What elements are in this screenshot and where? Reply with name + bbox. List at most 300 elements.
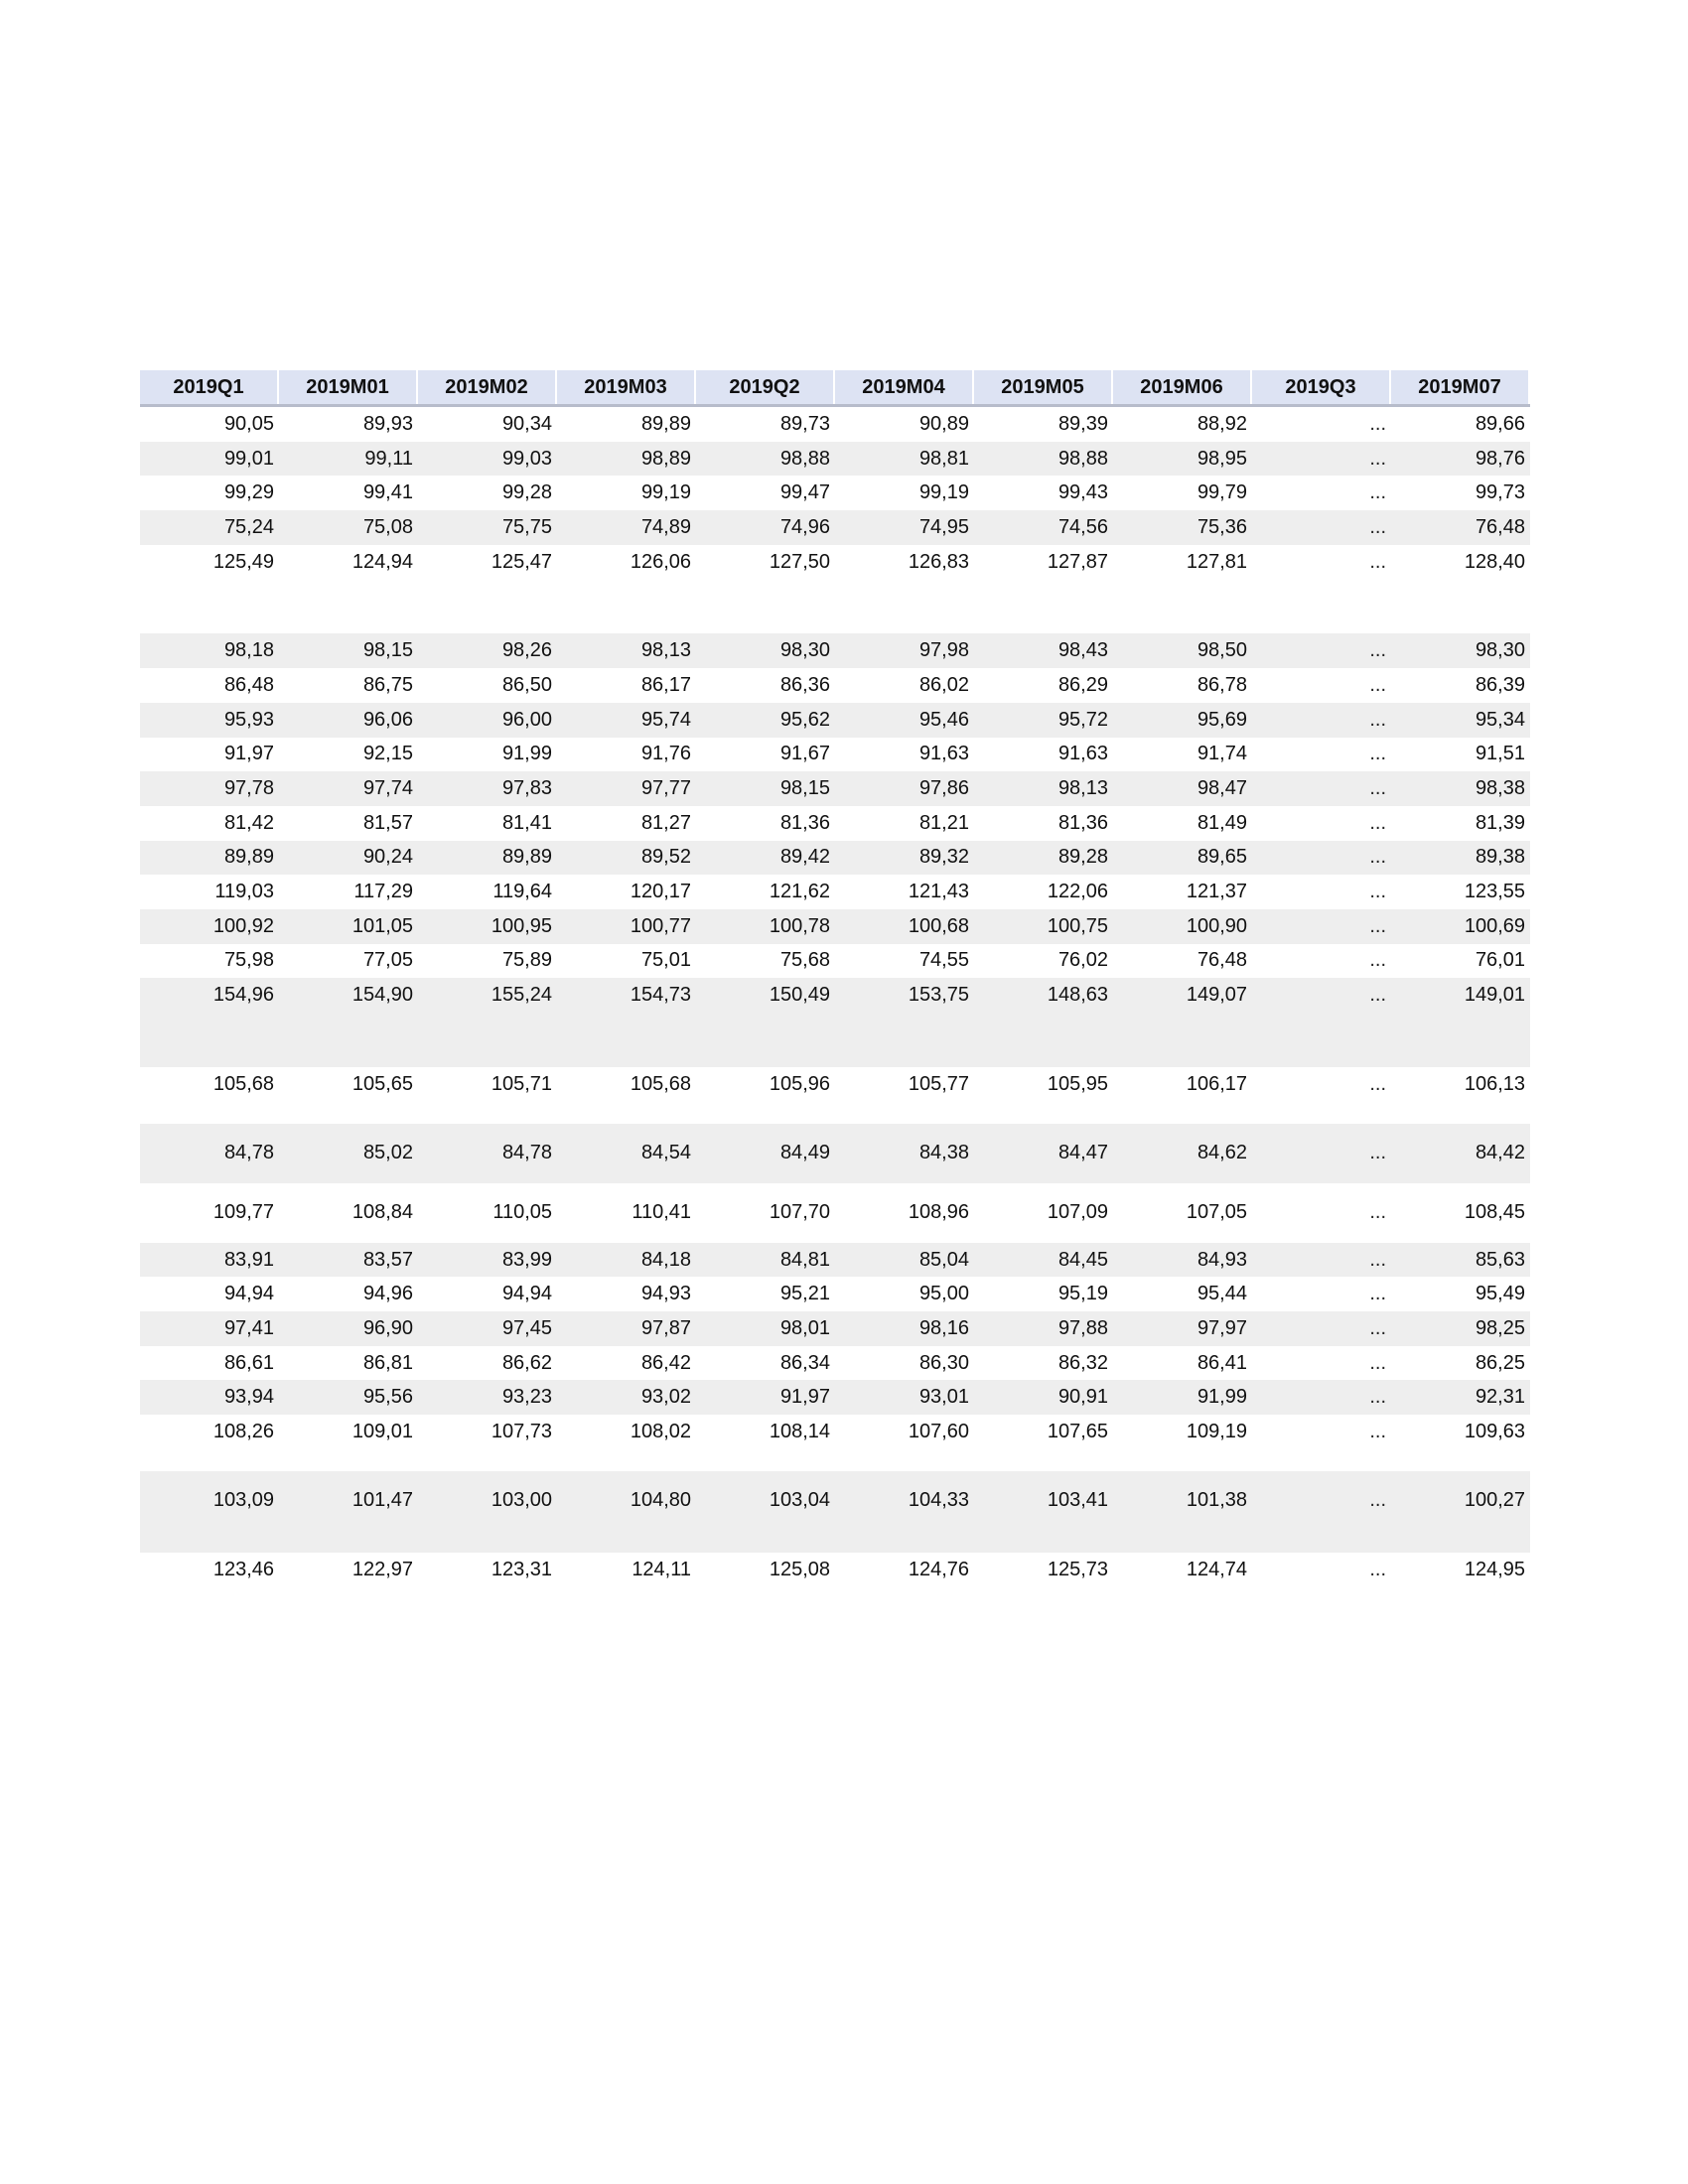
table-cell: 98,88 [1057,447,1108,470]
table-cell: 89,39 [1057,412,1108,435]
table-cell: 99,28 [501,481,552,504]
table-cell: 92,31 [1475,1386,1525,1409]
table-cell: 86,32 [1057,1351,1108,1374]
table-cell: 97,88 [1057,1316,1108,1339]
table-cell: 100,95 [491,914,552,937]
table-cell: 99,11 [364,447,413,470]
table-cell: ... [1369,412,1386,435]
table-cell: 84,93 [1196,1248,1247,1271]
table-cell: ... [1369,846,1386,869]
table-cell: 81,27 [640,811,691,834]
table-cell: 150,49 [769,984,830,1007]
table-cell: 98,76 [1475,447,1525,470]
table-cell: 84,42 [1475,1142,1525,1164]
column-header-2019m03: 2019M03 [557,370,694,404]
table-cell: 123,55 [1464,881,1525,903]
table-cell: 110,05 [492,1201,552,1224]
table-cell: 90,91 [1057,1386,1108,1409]
column-header-2019m02: 2019M02 [418,370,555,404]
table-cell: 86,30 [918,1351,969,1374]
table-cell: 108,84 [352,1201,413,1224]
table-cell: 99,79 [1196,481,1247,504]
table-row [140,1243,1530,1278]
table-cell: ... [1369,743,1386,765]
table-cell: 106,13 [1464,1072,1525,1095]
table-row [140,545,1530,580]
table-cell: 86,75 [362,673,413,696]
table-cell: 99,29 [223,481,274,504]
table-cell: 100,68 [908,914,969,937]
column-header-2019m07: 2019M07 [1391,370,1528,404]
table-cell: 81,36 [1057,811,1108,834]
table-cell: 81,57 [362,811,413,834]
table-cell: 98,47 [1196,777,1247,800]
column-header-2019m01: 2019M01 [279,370,416,404]
table-row [140,875,1530,909]
table-cell: 98,25 [1475,1316,1525,1339]
table-cell: 99,43 [1057,481,1108,504]
table-cell: 95,56 [362,1386,413,1409]
table-cell: ... [1369,447,1386,470]
table-cell: 75,98 [223,949,274,972]
table-cell: 86,42 [640,1351,691,1374]
table-cell: 85,63 [1475,1248,1525,1271]
table-cell: 98,30 [779,639,830,662]
table-cell: 100,90 [1186,914,1247,937]
table-row [140,1346,1530,1381]
table-cell: 90,34 [501,412,552,435]
table-cell: 86,50 [501,673,552,696]
table-cell: 98,26 [501,639,552,662]
table-cell: 100,92 [212,914,274,937]
table-cell: 100,27 [1464,1489,1525,1512]
table-cell: 89,52 [640,846,691,869]
table-cell: 108,45 [1464,1201,1525,1224]
table-cell: 98,16 [918,1316,969,1339]
table-cell: 98,13 [1057,777,1108,800]
table-cell: 123,46 [212,1558,274,1580]
table-cell: 101,05 [352,914,413,937]
table-cell: 119,64 [492,881,552,903]
column-header-2019q1: 2019Q1 [140,370,277,404]
table-row [140,668,1530,703]
column-header-2019m05: 2019M05 [974,370,1111,404]
table-cell: 125,47 [491,550,552,573]
table-row [140,703,1530,738]
table-cell: 104,80 [630,1489,691,1512]
table-cell: 126,83 [908,550,969,573]
table-cell: 91,63 [1057,743,1108,765]
table-cell: 96,06 [362,708,413,731]
table-cell: ... [1369,708,1386,731]
table-cell: 97,83 [501,777,552,800]
table-cell: ... [1369,811,1386,834]
table-cell: 95,74 [640,708,691,731]
table-row [140,1553,1530,1587]
table-cell: 95,21 [779,1283,830,1305]
table-cell: 75,89 [501,949,552,972]
column-header-2019m04: 2019M04 [835,370,972,404]
table-cell: 74,56 [1057,515,1108,538]
table-cell: 89,89 [640,412,691,435]
table-cell: ... [1369,881,1386,903]
table-cell: ... [1369,1489,1386,1512]
table-cell: 89,93 [362,412,413,435]
table-cell: 76,48 [1196,949,1247,972]
table-cell: 99,73 [1475,481,1525,504]
table-cell: 95,34 [1475,708,1525,731]
table-cell: ... [1369,515,1386,538]
table-row [140,442,1530,477]
table-cell: 93,01 [918,1386,969,1409]
table-cell: 124,94 [352,550,413,573]
table-cell: 95,93 [223,708,274,731]
table-cell: 81,36 [779,811,830,834]
table-cell: 94,96 [362,1283,413,1305]
table-cell: 91,51 [1475,743,1525,765]
table-cell: 86,48 [223,673,274,696]
table-cell: 107,05 [1186,1201,1247,1224]
table-cell: 97,77 [640,777,691,800]
table-cell: 91,99 [1196,1386,1247,1409]
table-cell: 98,01 [779,1316,830,1339]
table-cell: 154,90 [352,984,413,1007]
table-cell: 109,77 [212,1201,274,1224]
table-cell: 95,72 [1057,708,1108,731]
table-cell: 100,75 [1047,914,1108,937]
table-row [140,1277,1530,1311]
table-cell: 86,39 [1475,673,1525,696]
table-cell: 84,62 [1196,1142,1247,1164]
table-cell: 88,92 [1196,412,1247,435]
table-cell: 98,15 [779,777,830,800]
table-cell: 81,21 [918,811,969,834]
table-cell: 109,63 [1464,1420,1525,1442]
table-cell: 98,89 [640,447,691,470]
table-cell: 126,06 [630,550,691,573]
table-cell: 104,33 [908,1489,969,1512]
table-row [140,476,1530,510]
table-cell: 86,62 [501,1351,552,1374]
table-cell: 81,49 [1196,811,1247,834]
table-cell: 93,23 [501,1386,552,1409]
table-cell: 91,63 [918,743,969,765]
table-cell: 85,04 [918,1248,969,1271]
table-cell: 107,09 [1047,1201,1108,1224]
table-cell: 125,49 [212,550,274,573]
table-cell: 99,03 [501,447,552,470]
table-row [140,771,1530,806]
table-cell: 110,41 [632,1201,691,1224]
table-cell: 86,61 [223,1351,274,1374]
table-cell: ... [1369,1283,1386,1305]
table-cell: 76,48 [1475,515,1525,538]
table-cell: 121,37 [1186,881,1247,903]
table-cell: 117,29 [353,881,413,903]
table-cell: 100,69 [1464,914,1525,937]
table-cell: 86,02 [918,673,969,696]
table-cell: 81,42 [223,811,274,834]
table-cell: 97,78 [223,777,274,800]
table-cell: 125,08 [769,1558,830,1580]
table-header [140,370,1530,407]
table-row [140,407,1530,442]
table-cell: 101,47 [352,1489,413,1512]
table-cell: 105,68 [212,1072,274,1095]
table-cell: 85,02 [362,1142,413,1164]
table-cell: 89,38 [1475,846,1525,869]
table-cell: 124,11 [632,1558,691,1580]
table-cell: 89,28 [1057,846,1108,869]
table-cell: ... [1369,914,1386,937]
table-cell: 105,95 [1047,1072,1108,1095]
table-cell: 124,76 [908,1558,969,1580]
table-cell: 97,97 [1196,1316,1247,1339]
table-cell: 103,41 [1047,1489,1108,1512]
table-cell: 98,18 [223,639,274,662]
table-cell: ... [1369,639,1386,662]
table-cell: 94,94 [223,1283,274,1305]
table-cell: 75,68 [779,949,830,972]
table-cell: 153,75 [908,984,969,1007]
table-cell: ... [1369,1201,1386,1224]
table-cell: 95,46 [918,708,969,731]
table-cell: ... [1369,949,1386,972]
table-cell: 109,01 [352,1420,413,1442]
table-cell: 74,95 [918,515,969,538]
table-cell: 98,81 [918,447,969,470]
table-cell: 86,36 [779,673,830,696]
table-cell: 91,97 [779,1386,830,1409]
table-cell: 122,97 [352,1558,413,1580]
table-cell: 86,29 [1057,673,1108,696]
table-row [140,1471,1530,1531]
table-cell: 107,70 [769,1201,830,1224]
table-cell: 99,19 [640,481,691,504]
table-row [140,738,1530,772]
table-cell: ... [1369,1316,1386,1339]
table-row [140,1124,1530,1183]
table-cell: 84,45 [1057,1248,1108,1271]
table-cell: 91,99 [501,743,552,765]
table-cell: 74,89 [640,515,691,538]
table-cell: 83,91 [223,1248,274,1271]
table-cell: 121,62 [769,881,830,903]
table-cell: 124,95 [1464,1558,1525,1580]
table-cell: 90,05 [223,412,274,435]
table-cell: 89,73 [779,412,830,435]
table-cell: 149,07 [1186,984,1247,1007]
table-cell: 125,73 [1047,1558,1108,1580]
table-cell: 84,38 [918,1142,969,1164]
table-spacer-row [140,579,1530,633]
table-cell: 81,41 [501,811,552,834]
table-cell: 75,01 [640,949,691,972]
table-cell: 98,38 [1475,777,1525,800]
table-cell: 155,24 [491,984,552,1007]
table-row [140,633,1530,668]
table-cell: ... [1369,1351,1386,1374]
table-row [140,806,1530,841]
table-cell: 97,74 [362,777,413,800]
table-spacer-row [140,1449,1530,1471]
table-cell: 83,57 [362,1248,413,1271]
table-spacer-row [140,1531,1530,1553]
table-cell: 94,93 [640,1283,691,1305]
table-row [140,510,1530,545]
table-cell: 99,19 [918,481,969,504]
column-header-2019m06: 2019M06 [1113,370,1250,404]
table-cell: ... [1369,1420,1386,1442]
table-row [140,944,1530,979]
table-cell: 107,65 [1047,1420,1108,1442]
table-spacer-row [140,1102,1530,1124]
table-cell: 90,89 [918,412,969,435]
table-cell: 99,41 [362,481,413,504]
table-cell: 154,73 [630,984,691,1007]
table-cell: 84,47 [1057,1142,1108,1164]
table-cell: 148,63 [1047,984,1108,1007]
table-cell: 128,40 [1464,550,1525,573]
table-cell: 98,50 [1196,639,1247,662]
table-cell: 99,01 [223,447,274,470]
table-cell: 84,49 [779,1142,830,1164]
table-cell: 96,90 [362,1316,413,1339]
table-cell: 91,76 [640,743,691,765]
table-cell: 84,81 [779,1248,830,1271]
table-cell: ... [1369,984,1386,1007]
table-cell: 76,01 [1475,949,1525,972]
table-cell: 103,00 [491,1489,552,1512]
table-cell: 108,14 [769,1420,830,1442]
table-cell: 100,77 [630,914,691,937]
table-cell: 91,97 [223,743,274,765]
table-cell: 86,41 [1196,1351,1247,1374]
table-cell: 91,74 [1196,743,1247,765]
table-cell: ... [1369,481,1386,504]
table-cell: ... [1369,1142,1386,1164]
table-cell: ... [1369,1072,1386,1095]
table-cell: 105,96 [769,1072,830,1095]
table-cell: 93,94 [223,1386,274,1409]
table-cell: 105,71 [491,1072,552,1095]
table-cell: 98,43 [1057,639,1108,662]
table-cell: 109,19 [1186,1420,1247,1442]
table-cell: ... [1369,673,1386,696]
table-cell: 93,02 [640,1386,691,1409]
column-header-2019q3: 2019Q3 [1252,370,1389,404]
table-cell: 97,86 [918,777,969,800]
table-cell: 86,78 [1196,673,1247,696]
table-cell: 92,15 [362,743,413,765]
table-cell: 96,00 [501,708,552,731]
table-cell: 95,62 [779,708,830,731]
table-cell: 154,96 [212,984,274,1007]
table-cell: 89,42 [779,846,830,869]
table-cell: 95,69 [1196,708,1247,731]
table-cell: 97,87 [640,1316,691,1339]
table-cell: 120,17 [630,881,691,903]
column-header-2019q2: 2019Q2 [696,370,833,404]
table-cell: 100,78 [769,914,830,937]
table-cell: 97,45 [501,1316,552,1339]
table-row [140,978,1530,1013]
table-cell: 108,26 [212,1420,274,1442]
table-cell: 105,77 [908,1072,969,1095]
table-cell: 76,02 [1057,949,1108,972]
table-cell: 98,30 [1475,639,1525,662]
table-cell: 95,44 [1196,1283,1247,1305]
table-cell: 108,02 [630,1420,691,1442]
table-cell: 86,25 [1475,1351,1525,1374]
table-cell: 74,55 [918,949,969,972]
table-cell: 124,74 [1186,1558,1247,1580]
table-cell: 95,19 [1057,1283,1108,1305]
table-cell: 105,68 [630,1072,691,1095]
table-cell: 89,89 [223,846,274,869]
table-cell: 97,98 [918,639,969,662]
table-cell: 91,67 [779,743,830,765]
table-cell: 99,47 [779,481,830,504]
table-cell: ... [1369,550,1386,573]
table-cell: 84,54 [640,1142,691,1164]
table-cell: 149,01 [1464,984,1525,1007]
table-cell: 98,88 [779,447,830,470]
table-cell: 75,24 [223,515,274,538]
table-cell: ... [1369,1558,1386,1580]
table-cell: 127,50 [769,550,830,573]
table-row [140,1311,1530,1346]
table-cell: 86,17 [640,673,691,696]
table-cell: 83,99 [501,1248,552,1271]
table-cell: 107,60 [908,1420,969,1442]
table-cell: 89,65 [1196,846,1247,869]
table-cell: 89,32 [918,846,969,869]
table-cell: 95,00 [918,1283,969,1305]
table-row [140,1415,1530,1449]
table-spacer-row [140,1013,1530,1067]
table-cell: 123,31 [491,1558,552,1580]
table-cell: 84,78 [501,1142,552,1164]
table-cell: 75,36 [1196,515,1247,538]
table-cell: 122,06 [1047,881,1108,903]
table-row [140,841,1530,876]
data-table [140,370,1530,1587]
table-cell: 121,43 [908,881,969,903]
table-cell: 119,03 [214,881,274,903]
table-cell: 75,75 [501,515,552,538]
table-cell: 107,73 [491,1420,552,1442]
table-row [140,1067,1530,1102]
table-cell: 74,96 [779,515,830,538]
table-cell: 97,41 [223,1316,274,1339]
table-cell: ... [1369,777,1386,800]
table-cell: 105,65 [352,1072,413,1095]
table-cell: 98,13 [640,639,691,662]
table-cell: 94,94 [501,1283,552,1305]
table-cell: 103,04 [769,1489,830,1512]
table-cell: 95,49 [1475,1283,1525,1305]
table-cell: 101,38 [1186,1489,1247,1512]
table-cell: 81,39 [1475,811,1525,834]
table-cell: 90,24 [362,846,413,869]
table-cell: ... [1369,1386,1386,1409]
table-cell: 89,66 [1475,412,1525,435]
table-cell: 86,81 [362,1351,413,1374]
table-cell: 98,95 [1196,447,1247,470]
table-cell: 103,09 [212,1489,274,1512]
table-body [140,407,1530,1587]
